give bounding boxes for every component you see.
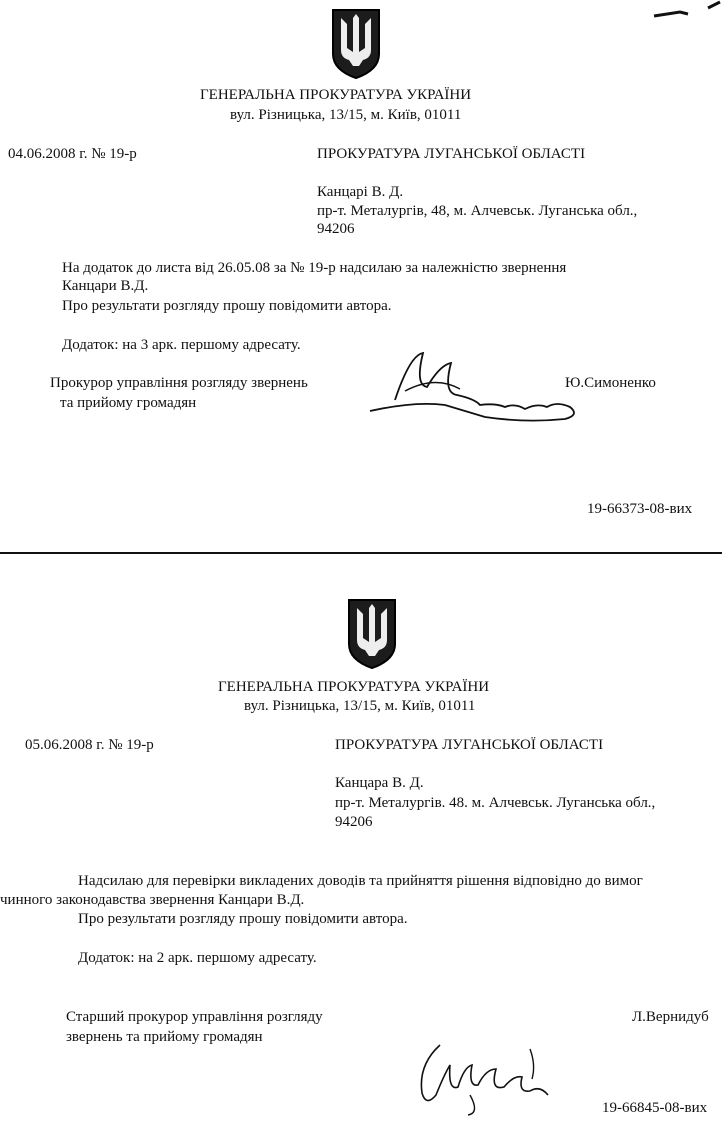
recipient-org: ПРОКУРАТУРА ЛУГАНСЬКОЇ ОБЛАСТІ [317,146,586,162]
body-line: чинного законодавства звернення Канцари В.Д. [0,892,305,908]
org-name: ГЕНЕРАЛЬНА ПРОКУРАТУРА УКРАЇНИ [200,87,472,103]
recipient-address-line2: 94206 [317,221,355,237]
org-address: вул. Різницька, 13/15, м. Київ, 01011 [244,698,476,714]
attachment-note: Додаток: на 2 арк. першому адресату. [78,950,317,966]
signer-title-line2: звернень та прийому громадян [66,1029,263,1045]
coat-of-arms-icon [347,598,397,670]
outgoing-number: 19-66373-08-вих [587,501,693,517]
date-reference: 04.06.2008 г. № 19-р [8,146,137,162]
signature-icon [410,1035,560,1117]
signer-title-line1: Старший прокурор управління розгляду [66,1009,323,1025]
attachment-note: Додаток: на 3 арк. першому адресату. [62,337,301,353]
recipient-name: Канцара В. Д. [335,775,424,791]
recipient-address-line1: пр-т. Металургів, 48, м. Алчевськ. Луганська обл., [317,203,638,219]
scan-mark [650,0,722,24]
recipient-address-line2: 94206 [335,814,373,830]
coat-of-arms-icon [331,8,381,80]
org-name: ГЕНЕРАЛЬНА ПРОКУРАТУРА УКРАЇНИ [218,679,490,695]
signer-title-line2: та прийому громадян [60,395,197,411]
body-line: Про результати розгляду прошу повідомити автора. [78,911,408,927]
body-line: Про результати розгляду прошу повідомити автора. [62,298,392,314]
signer-title-line1: Прокурор управління розгляду звернень [50,375,308,391]
page-divider [0,552,722,554]
signer-name: Ю.Симоненко [565,375,656,391]
body-line: На додаток до листа від 26.05.08 за № 19-р надсилаю за належністю звернення [62,260,567,276]
signer-name: Л.Вернидуб [632,1009,709,1025]
date-reference: 05.06.2008 г. № 19-р [25,737,154,753]
outgoing-number: 19-66845-08-вих [602,1100,708,1116]
recipient-address-line1: пр-т. Металургів. 48. м. Алчевськ. Луганська обл., [335,795,656,811]
recipient-org: ПРОКУРАТУРА ЛУГАНСЬКОЇ ОБЛАСТІ [335,737,604,753]
org-address: вул. Різницька, 13/15, м. Київ, 01011 [230,107,462,123]
signature-icon [365,345,590,430]
recipient-name: Канцарі В. Д. [317,184,404,200]
body-line: Надсилаю для перевірки викладених доводів та прийняття рішення відповідно до вимог [78,873,643,889]
body-line: Канцари В.Д. [62,278,149,294]
